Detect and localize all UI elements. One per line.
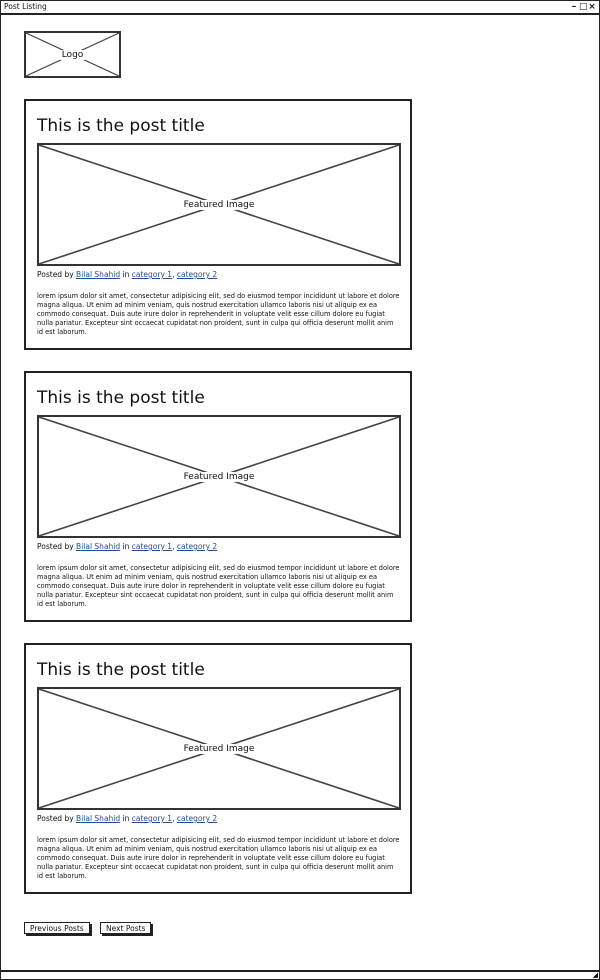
post-card bbox=[24, 643, 412, 894]
featured-image[interactable] bbox=[37, 143, 401, 266]
post-byline bbox=[37, 542, 217, 552]
post-title[interactable]: This is the post title bbox=[37, 388, 205, 408]
resize-grip-icon[interactable]: ◢ bbox=[592, 971, 598, 979]
close-icon[interactable]: × bbox=[588, 2, 596, 12]
maximize-icon[interactable]: □ bbox=[579, 2, 588, 12]
window-title: Post Listing bbox=[4, 2, 47, 11]
post-card bbox=[24, 371, 412, 622]
post-excerpt: lorem ipsum dolor sit amet, consectetur adipisicing elit, sed do eiusmod tempor incididunt ut labore et dolore magna aliqua. Ut enim ad minim veniam, quis nostrud exercitation ullamco laboris nisi ut aliquip ex ea commodo consequat. Duis aute irure dolor in reprehenderit in voluptate velit esse cillum dolore eu fugiat nulla pariatur. Excepteur sint occaecat cupidatat non proident, sunt in culpa qui officia deserunt mollit anim id est laborum. bbox=[37, 292, 400, 336]
category-separator: , bbox=[172, 542, 175, 551]
next-posts-button[interactable]: Next Posts bbox=[100, 922, 151, 934]
title-bar bbox=[1, 1, 599, 15]
category-link-2[interactable]: category 2 bbox=[176, 814, 218, 823]
posted-by-text: Posted by bbox=[37, 270, 74, 279]
featured-image-label: Featured Image bbox=[183, 471, 255, 482]
minimize-icon[interactable]: – bbox=[571, 2, 577, 12]
logo-placeholder[interactable] bbox=[24, 31, 121, 78]
posted-by-text: Posted by bbox=[37, 814, 74, 823]
post-excerpt: lorem ipsum dolor sit amet, consectetur adipisicing elit, sed do eiusmod tempor incididunt ut labore et dolore magna aliqua. Ut enim ad minim veniam, quis nostrud exercitation ullamco laboris nisi ut aliquip ex ea commodo consequat. Duis aute irure dolor in reprehenderit in voluptate velit esse cillum dolore eu fugiat nulla pariatur. Excepteur sint occaecat cupidatat non proident, sunt in culpa qui officia deserunt mollit anim id est laborum. bbox=[37, 836, 400, 880]
category-link-2[interactable]: category 2 bbox=[176, 542, 218, 551]
author-link[interactable]: Bilal Shahid bbox=[76, 270, 121, 279]
posted-by-text: Posted by bbox=[37, 542, 74, 551]
category-link-1[interactable]: category 1 bbox=[131, 814, 173, 823]
post-byline bbox=[37, 270, 217, 280]
author-link[interactable]: Bilal Shahid bbox=[76, 542, 121, 551]
category-link-1[interactable]: category 1 bbox=[131, 542, 173, 551]
in-text: in bbox=[122, 542, 130, 551]
featured-image[interactable] bbox=[37, 415, 401, 538]
window-controls bbox=[570, 1, 596, 13]
in-text: in bbox=[122, 814, 130, 823]
category-link-2[interactable]: category 2 bbox=[176, 270, 218, 279]
post-title[interactable]: This is the post title bbox=[37, 660, 205, 680]
featured-image-label: Featured Image bbox=[183, 199, 255, 210]
logo-label: Logo bbox=[61, 49, 84, 60]
status-bar bbox=[1, 970, 599, 979]
in-text: in bbox=[122, 270, 130, 279]
post-title[interactable]: This is the post title bbox=[37, 116, 205, 136]
post-excerpt: lorem ipsum dolor sit amet, consectetur adipisicing elit, sed do eiusmod tempor incididunt ut labore et dolore magna aliqua. Ut enim ad minim veniam, quis nostrud exercitation ullamco laboris nisi ut aliquip ex ea commodo consequat. Duis aute irure dolor in reprehenderit in voluptate velit esse cillum dolore eu fugiat nulla pariatur. Excepteur sint occaecat cupidatat non proident, sunt in culpa qui officia deserunt mollit anim id est laborum. bbox=[37, 564, 400, 608]
category-separator: , bbox=[172, 270, 175, 279]
featured-image[interactable] bbox=[37, 687, 401, 810]
featured-image-label: Featured Image bbox=[183, 743, 255, 754]
author-link[interactable]: Bilal Shahid bbox=[76, 814, 121, 823]
post-byline bbox=[37, 814, 217, 824]
category-separator: , bbox=[172, 814, 175, 823]
category-link-1[interactable]: category 1 bbox=[131, 270, 173, 279]
post-card bbox=[24, 99, 412, 350]
previous-posts-button[interactable]: Previous Posts bbox=[24, 922, 90, 934]
